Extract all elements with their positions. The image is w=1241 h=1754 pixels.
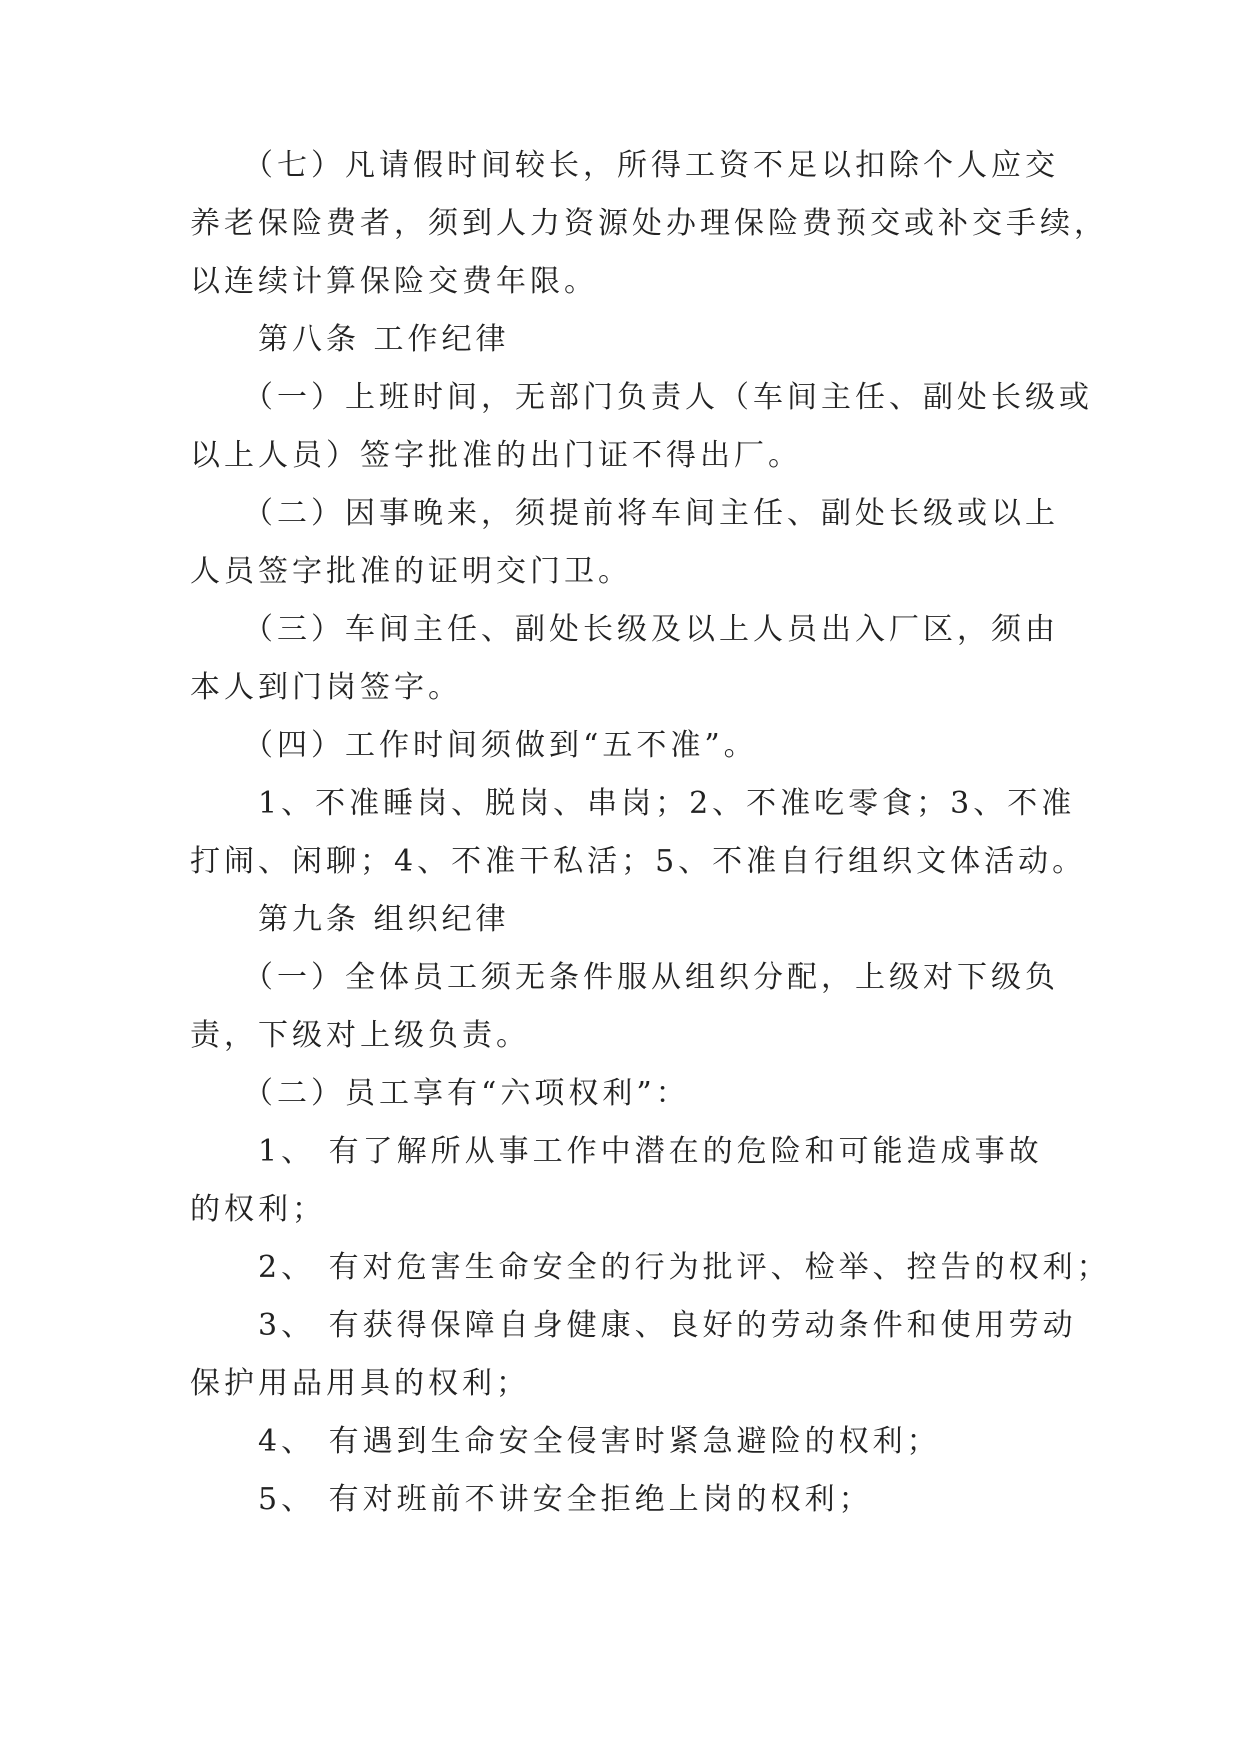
text-line: 人员签字批准的证明交门卫。 bbox=[190, 554, 632, 589]
list-item: 1、 有了解所从事工作中潜在的危险和可能造成事故 bbox=[190, 1134, 1043, 1169]
text-line: 本人到门岗签字。 bbox=[190, 670, 462, 705]
list-item: 2、 有对危害生命安全的行为批评、检举、控告的权利； bbox=[190, 1250, 1111, 1285]
text-line: 责，下级对上级负责。 bbox=[190, 1018, 530, 1053]
text-line: （二）因事晚来，须提前将车间主任、副处长级或以上 bbox=[190, 496, 1059, 531]
text-line: （三）车间主任、副处长级及以上人员出入厂区，须由 bbox=[190, 612, 1059, 647]
text-line: 以连续计算保险交费年限。 bbox=[190, 264, 598, 299]
text-line: 1、不准睡岗、脱岗、串岗；2、不准吃零食；3、不准 bbox=[190, 786, 1076, 821]
list-item: 3、 有获得保障自身健康、良好的劳动条件和使用劳动 bbox=[190, 1308, 1077, 1343]
text-line: 保护用品用具的权利； bbox=[190, 1366, 530, 1401]
text-line: （七）凡请假时间较长，所得工资不足以扣除个人应交 bbox=[190, 148, 1059, 183]
list-item: 5、 有对班前不讲安全拒绝上岗的权利； bbox=[190, 1482, 873, 1517]
list-item: 4、 有遇到生命安全侵害时紧急避险的权利； bbox=[190, 1424, 941, 1459]
text-line: 以上人员）签字批准的出门证不得出厂。 bbox=[190, 438, 802, 473]
text-line: （四）工作时间须做到“五不准”。 bbox=[190, 728, 758, 763]
text-line: 养老保险费者，须到人力资源处办理保险费预交或补交手续， bbox=[190, 206, 1108, 241]
text-line: 打闹、闲聊；4、不准干私活；5、不准自行组织文体活动。 bbox=[190, 844, 1087, 879]
text-line: （一）全体员工须无条件服从组织分配，上级对下级负 bbox=[190, 960, 1059, 995]
section-heading-article-9: 第九条 组织纪律 bbox=[190, 902, 510, 937]
text-line: 的权利； bbox=[190, 1192, 326, 1227]
section-heading-article-8: 第八条 工作纪律 bbox=[190, 322, 510, 357]
text-line: （二）员工享有“六项权利”： bbox=[190, 1076, 690, 1111]
text-line: （一）上班时间，无部门负责人（车间主任、副处长级或 bbox=[190, 380, 1093, 415]
